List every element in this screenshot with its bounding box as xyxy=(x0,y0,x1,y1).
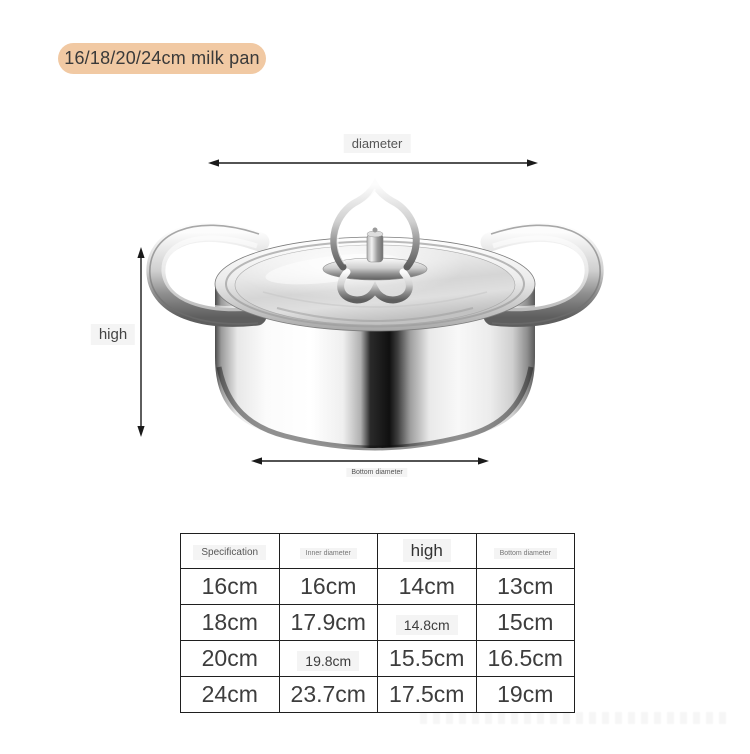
table-row xyxy=(181,605,575,641)
table-cell: 14.8cm xyxy=(378,605,477,641)
spec-table xyxy=(180,533,575,713)
table-row xyxy=(181,569,575,605)
product-title: 16/18/20/24cm milk pan xyxy=(64,48,260,68)
table-cell: 16.5cm xyxy=(476,641,575,677)
product-title-badge xyxy=(58,43,266,74)
header-specification: Specification xyxy=(181,534,280,569)
header-inner-diameter: Inner diameter xyxy=(279,534,378,569)
spec-table-body xyxy=(181,569,575,713)
table-cell: 16cm xyxy=(181,569,280,605)
table-cell: 13cm xyxy=(476,569,575,605)
spec-table-header-row xyxy=(181,534,575,569)
header-high: high xyxy=(378,534,477,569)
table-cell: 19.8cm xyxy=(279,641,378,677)
table-cell: 15.5cm xyxy=(378,641,477,677)
table-cell: 19cm xyxy=(476,677,575,713)
diameter-label: diameter xyxy=(344,134,411,153)
table-cell: 17.9cm xyxy=(279,605,378,641)
watermark-remnant xyxy=(420,712,730,724)
table-cell: 16cm xyxy=(279,569,378,605)
table-cell: 24cm xyxy=(181,677,280,713)
table-row xyxy=(181,677,575,713)
diameter-arrow xyxy=(208,157,538,169)
bottom-diameter-label: Bottom diameter xyxy=(346,468,407,477)
table-cell: 15cm xyxy=(476,605,575,641)
table-cell: 18cm xyxy=(181,605,280,641)
table-cell: 14cm xyxy=(378,569,477,605)
header-bottom-diameter: Bottom diameter xyxy=(476,534,575,569)
table-row xyxy=(181,641,575,677)
table-cell: 20cm xyxy=(181,641,280,677)
height-label: high xyxy=(91,324,135,345)
milk-pan-image xyxy=(145,172,605,462)
table-cell: 23.7cm xyxy=(279,677,378,713)
table-cell: 17.5cm xyxy=(378,677,477,713)
